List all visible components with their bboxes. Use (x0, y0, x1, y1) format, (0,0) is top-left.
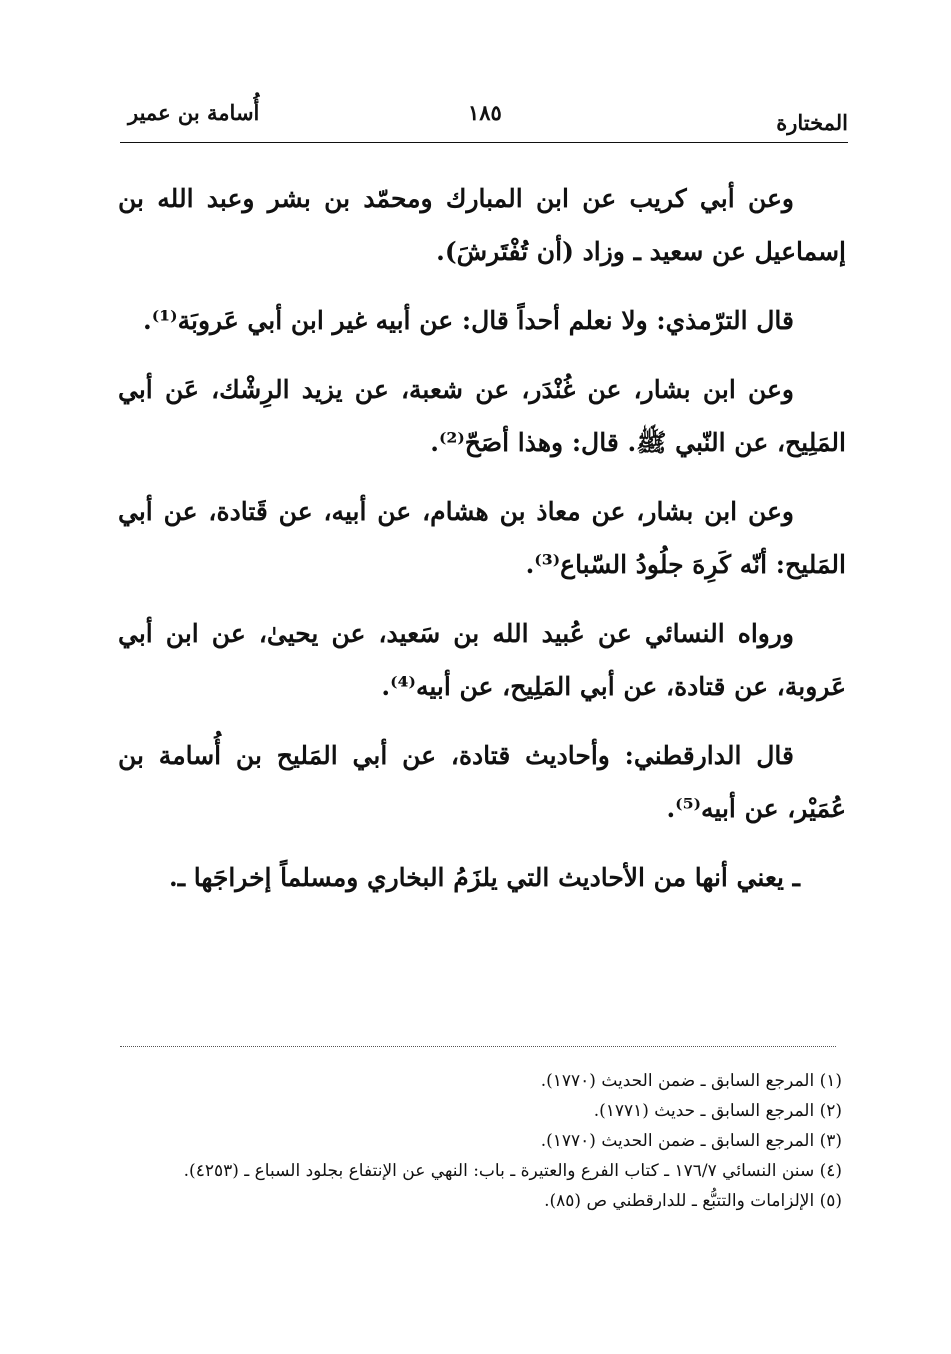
paragraph: وعن أبي كريب عن ابن المبارك ومحمّد بن بشر وعبد الله بن إسماعيل عن سعيد ـ وزاد (أن تُفْتَرشَ). (118, 184, 846, 266)
main-text (118, 172, 846, 920)
footnotes (120, 1066, 842, 1216)
paragraph: وعن ابن بشار، عن غُنْدَر، عن شعبة، عن يزيد الرِشْك، عَن أبي المَلِيح، عن النّبي ﷺ. قال: وهذا أصَحّ⁽²⁾. (118, 375, 846, 457)
paragraph: قال الترّمذي: ولا نعلم أحداً قال: عن أبيه غير ابن أبي عَروبَة⁽¹⁾. (143, 306, 794, 335)
book-title: المختارة (776, 110, 848, 135)
footnote: (٢) المرجع السابق ـ حديث (١٧٧١). (593, 1101, 842, 1121)
footnote: (٤) سنن النسائي ١٧٦/٧ ـ كتاب الفرع والعتيرة ـ باب: النهي عن الإنتفاع بجلود السباع ـ (٤٢٥٣). (183, 1161, 842, 1181)
header-rule (120, 142, 848, 143)
page-number: ١٨٥ (468, 100, 502, 125)
footnote-separator (120, 1046, 836, 1047)
paragraph: قال الدارقطني: وأحاديث قتادة، عن أبي المَليح بن أُسامة بن عُمَيْر، عن أبيه⁽⁵⁾. (118, 741, 846, 823)
footnote: (١) المرجع السابق ـ ضمن الحديث (١٧٧٠). (540, 1071, 842, 1091)
footnote: (٣) المرجع السابق ـ ضمن الحديث (١٧٧٠). (540, 1131, 842, 1151)
footnote: (٥) الإلزامات والتتبُّع ـ للدارقطني ص (٨٥). (544, 1191, 842, 1211)
paragraph: وعن ابن بشار، عن معاذ بن هشام، عن أبيه، عن قَتادة، عن أبي المَليح: أنّه كَرِهَ جلُودُ السّباع⁽³⁾. (118, 497, 846, 579)
page-header (120, 98, 848, 144)
paragraph: ـ يعني أنها من الأحاديث التي يلزَمُ البخاري ومسلماً إخراجَها ـ. (169, 863, 800, 892)
chapter-title: أُسامة بن عمير (128, 100, 260, 125)
paragraph: ورواه النسائي عن عُبيد الله بن سَعيد، عن يحيىٰ، عن ابن أبي عَروبة، عن قتادة، عن أبي المَلِيح، عن أبيه⁽⁴⁾. (118, 619, 846, 701)
